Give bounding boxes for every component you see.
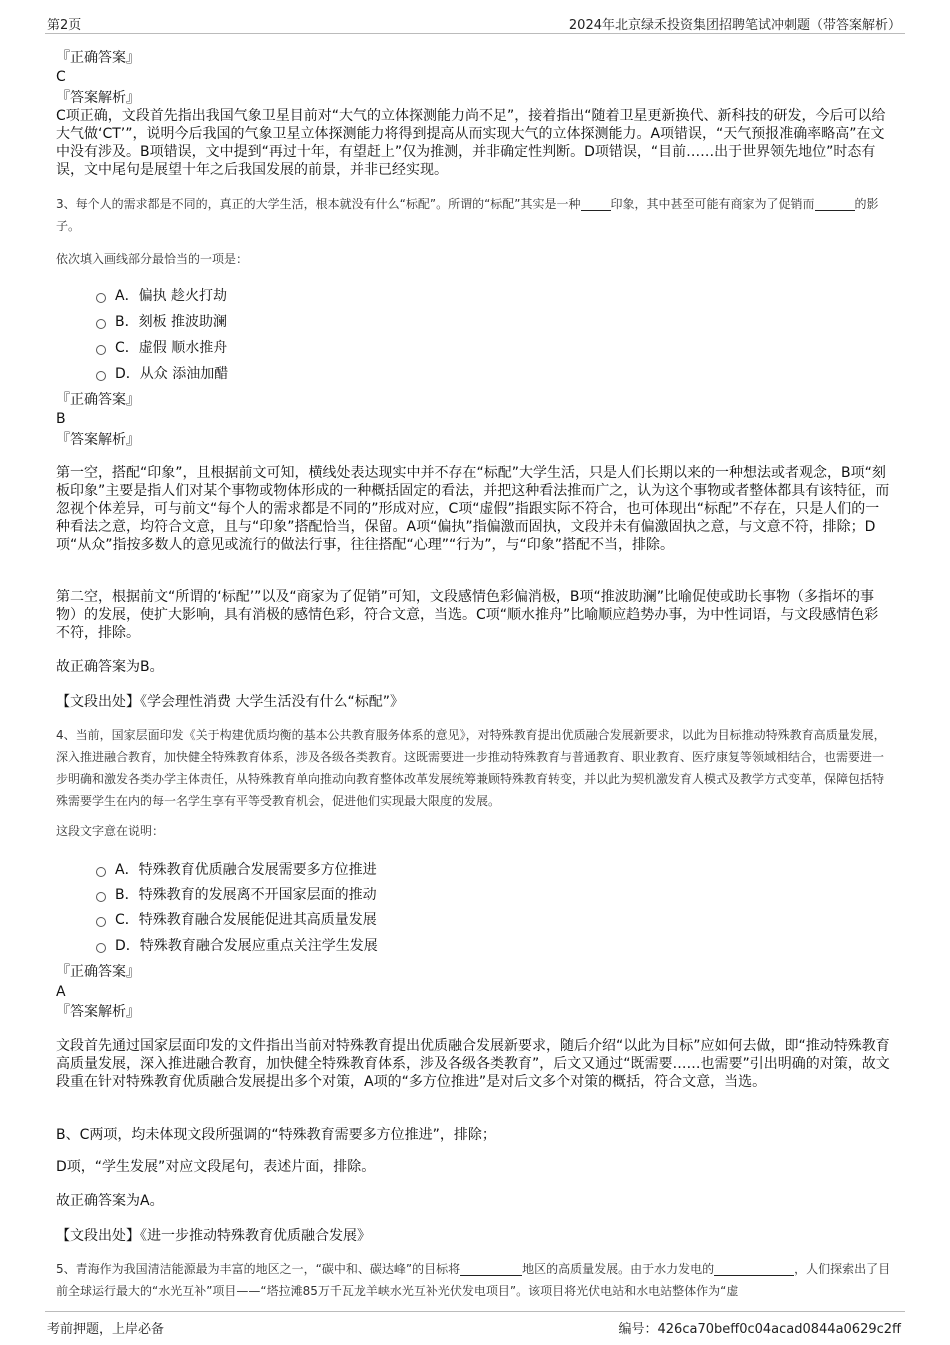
q3-blank-2 [815,196,855,211]
radio-icon[interactable] [96,319,106,329]
q3-source: 【文段出处】《学会理性消费 大学生活没有什么“标配”》 [56,694,404,710]
q2-analysis-label: 『答案解析』 [56,90,140,106]
radio-icon[interactable] [96,917,106,927]
q3-conclusion: 故正确答案为B。 [56,659,164,675]
q3-answer: B [56,411,66,427]
q3-stem: 3、每个人的需求都是不同的，真正的大学生活，根本就没有什么“标配”。所谓的“标配”其实是一种 印象，其中甚至可能有商家为了促销而 的影子。 [56,197,879,233]
q2-answer: C [56,69,66,85]
page-number: 第2页 [47,18,82,33]
footer-code: 编号：426ca70beff0c04acad0844a0629c2ff [618,1322,901,1337]
q4-stem: 4、当前，国家层面印发《关于构建优质均衡的基本公共教育服务体系的意见》，对特殊教育提出优质融合发展新要求，以此为目标推动特殊教育高质量发展，深入推进融合教育，加快健全特殊教育体系，涉及各级各类教育。这既需要进一步推动特殊教育与普通教育、职业教育、医疗康复等领域相结合，也需要进一步明确和激发各类办学主体责任，从特殊教育单向推动向教育整体改革发展统筹兼顾特殊教育转变，并以此为契机激发育人模式及教学方式变革，保障包括特殊需要学生在内的每一名学生享有平等受教育机会，促进他们实现最大限度的发展。 [56,728,886,808]
q4-option-c[interactable]: C．特殊教育融合发展能促进其高质量发展 [96,909,377,929]
q5-blank-1 [460,1261,522,1276]
q3-analysis-para-2: 第二空，根据前文“所谓的‘标配’”以及“商家为了促销”可知，文段感情色彩偏消极，B项“推波助澜”比喻促使或助长事物（多指坏的事物）的发展，使扩大影响，具有消极的感情色彩，符合文意，当选。C项“顺水推舟”比喻顺应趋势办事，为中性词语，与文段感情色彩不符，排除。 [56,589,879,641]
q4-conclusion: 故正确答案为A。 [56,1193,164,1209]
q3-option-d[interactable]: D．从众 添油加醋 [96,363,228,383]
q3-option-a[interactable]: A．偏执 趁火打劫 [96,285,227,305]
q4-option-b[interactable]: B．特殊教育的发展离不开国家层面的推动 [96,884,377,904]
page-header [45,9,905,34]
q4-analysis-label: 『答案解析』 [56,1004,140,1020]
q4-source: 【文段出处】《进一步推动特殊教育优质融合发展》 [56,1228,371,1244]
radio-icon[interactable] [96,371,106,381]
q3-analysis-label: 『答案解析』 [56,432,140,448]
page-footer [45,1311,905,1338]
radio-icon[interactable] [96,943,106,953]
radio-icon[interactable] [96,867,106,877]
q3-answer-label: 『正确答案』 [56,392,140,408]
q5-stem: 5、青海作为我国清洁能源最为丰富的地区之一，“碳中和、碳达峰”的目标将 地区的高质量发展。由于水力发电的 ，人们探索出了目前全球运行最大的“水光互补”项目——“塔拉滩85万千瓦龙羊峡水光互补光伏发电项目”。该项目将光伏电站和水电站整体作为“虚 [56,1262,891,1298]
q3-blank-1 [581,196,611,211]
q4-analysis-para-3: D项，“学生发展”对应文段尾句，表述片面，排除。 [56,1159,376,1175]
q4-prompt: 这段文字意在说明： [56,824,165,838]
q4-option-d[interactable]: D．特殊教育融合发展应重点关注学生发展 [96,935,378,955]
q4-answer: A [56,984,66,1000]
radio-icon[interactable] [96,892,106,902]
q3-option-b[interactable]: B．刻板 推波助澜 [96,311,227,331]
footer-slogan: 考前押题，上岸必备 [47,1322,165,1337]
q4-analysis-para-1: 文段首先通过国家层面印发的文件指出当前对特殊教育提出优质融合发展新要求，随后介绍“以此为目标”应如何去做，即“推动特殊教育高质量发展，深入推进融合教育，加快健全特殊教育体系，涉及各级各类教育”，后文又通过“既需要……也需要”引出明确的对策，故文段重在针对特殊教育优质融合发展提出多个对策，A项的“多方位推进”是对后文多个对策的概括，符合文意，当选。 [56,1038,890,1090]
q5-blank-2 [714,1261,794,1276]
radio-icon[interactable] [96,293,106,303]
document-title: 2024年北京绿禾投资集团招聘笔试冲刺题（带答案解析） [568,18,901,33]
q3-prompt: 依次填入画线部分最恰当的一项是： [56,252,249,266]
q4-answer-label: 『正确答案』 [56,964,140,980]
q4-analysis-para-2: B、C两项，均未体现文段所强调的“特殊教育需要多方位推进”，排除； [56,1127,496,1143]
radio-icon[interactable] [96,345,106,355]
q4-option-a[interactable]: A．特殊教育优质融合发展需要多方位推进 [96,859,377,879]
q3-option-c[interactable]: C．虚假 顺水推舟 [96,337,227,357]
q3-analysis-para-1: 第一空，搭配“印象”，且根据前文可知，横线处表达现实中并不存在“标配”大学生活，只是人们长期以来的一种想法或者观念，B项“刻板印象”主要是指人们对某个事物或物体形成的一种概括固定的看法，并把这种看法推而广之，认为这个事物或者整体都具有该特征，而忽视个体差异，可与前文“每个人的需求都是不同的”形成对应，C项“虚假”指跟实际不符合，也可体现出“标配”不存在，只是人们的一种看法之意，均符合文意，且与“印象”搭配恰当，保留。A项“偏执”指偏激而固执，文段并未有偏激固执之意，与文意不符，排除；D项“从众”指按多数人的意见或流行的做法行事，往往搭配“心理”“行为”，与“印象”搭配不当，排除。 [56,465,890,553]
q2-analysis: C项正确，文段首先指出我国气象卫星目前对“大气的立体探测能力尚不足”，接着指出“随着卫星更新换代、新科技的研发，今后可以给大气做‘CT’”，说明今后我国的气象卫星立体探测能力将得到提高从而实现大气的立体探测能力。A项错误，“天气预报准确率略高”在文中没有涉及。B项错误，文中提到“再过十年，有望赶上”仅为推测，并非确定性判断。D项错误，“目前……出于世界领先地位”时态有误，文中尾句是展望十年之后我国发展的前景，并非已经实现。 [56,108,886,178]
q2-answer-label: 『正确答案』 [56,50,140,66]
